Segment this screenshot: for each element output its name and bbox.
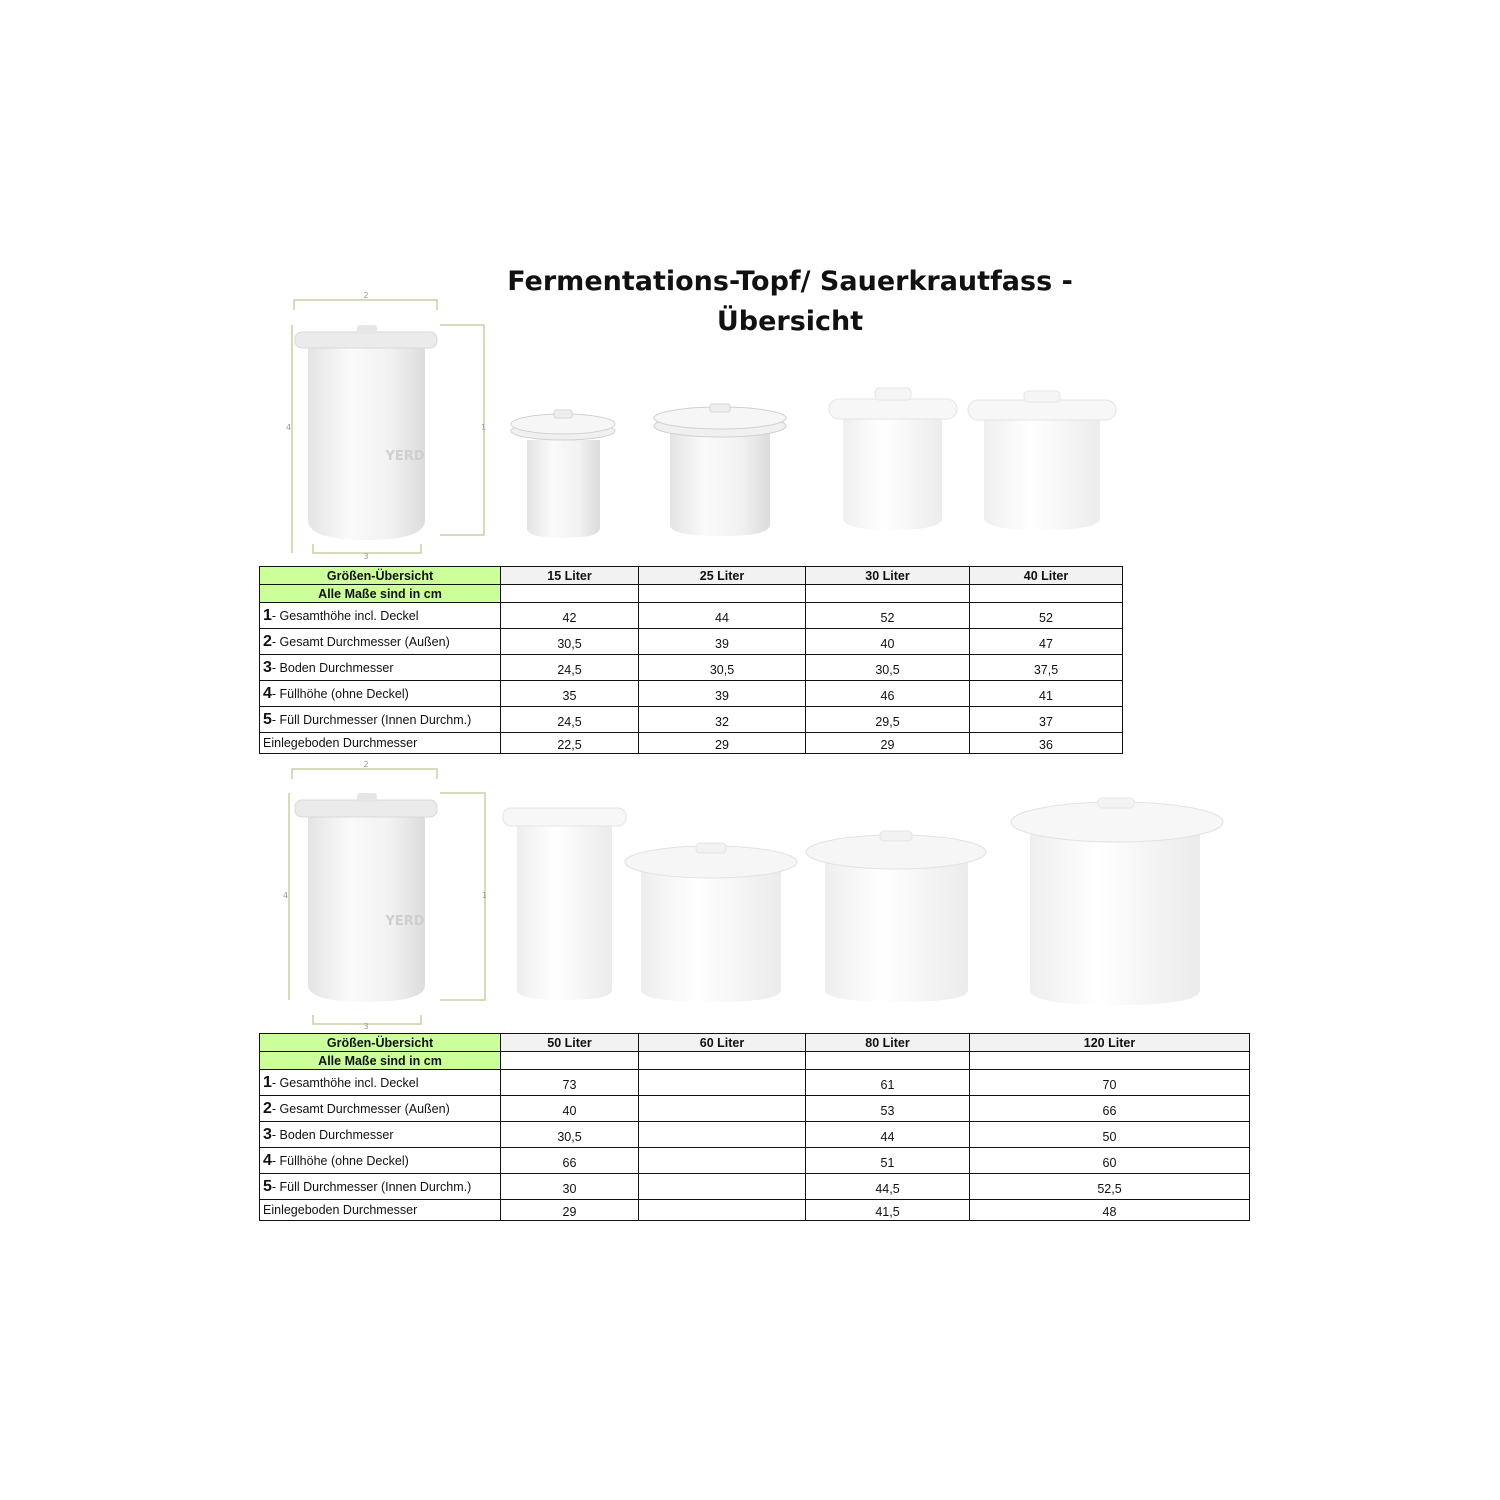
bucket-30-liter (829, 388, 957, 530)
bucket-25-liter (654, 404, 786, 536)
row-label-text: - Füll Durchmesser (Innen Durchm.) (271, 712, 472, 727)
cell-value: 30,5 (639, 655, 806, 681)
row-label-text: - Gesamt Durchmesser (Außen) (271, 634, 450, 649)
row-label (260, 1200, 501, 1221)
row-label (260, 603, 501, 629)
size-table-1 (259, 566, 1123, 754)
table-row (260, 1200, 1250, 1221)
yerd-logo: YERD (385, 914, 425, 929)
column-header: 30 Liter (806, 567, 970, 585)
cell-value: 46 (806, 681, 970, 707)
column-header: 50 Liter (501, 1034, 639, 1052)
cell-value: 29 (639, 733, 806, 754)
row-label-text: - Gesamt Durchmesser (Außen) (271, 1101, 450, 1116)
diagram-label-1: 1 (482, 891, 488, 900)
table-subheader-row (260, 1052, 1250, 1070)
table-subheader-label: Alle Maße sind in cm (260, 585, 501, 603)
cell-value: 32 (639, 707, 806, 733)
bucket-15-liter (511, 410, 615, 538)
row-label (260, 629, 501, 655)
row-label (260, 1122, 501, 1148)
cell-value: 39 (639, 629, 806, 655)
column-header: 120 Liter (970, 1034, 1250, 1052)
cell-value: 37 (970, 707, 1123, 733)
cell-value: 37,5 (970, 655, 1123, 681)
column-header: 80 Liter (806, 1034, 970, 1052)
cell-value: 73 (501, 1070, 639, 1096)
cell-value: 30,5 (501, 629, 639, 655)
cell-value: 52 (806, 603, 970, 629)
cell-value: 39 (639, 681, 806, 707)
row-number: 1 (263, 1073, 272, 1091)
bucket-80-liter (806, 831, 986, 1002)
row-label (260, 1096, 501, 1122)
row-number: 1 (263, 606, 272, 624)
cell-value (639, 1096, 806, 1122)
cell-value: 66 (970, 1096, 1250, 1122)
cell-value: 44 (639, 603, 806, 629)
cell-value: 51 (806, 1148, 970, 1174)
row-label (260, 733, 501, 754)
row-label (260, 1070, 501, 1096)
cell-value: 66 (501, 1148, 639, 1174)
table-row (260, 1148, 1250, 1174)
row-label-text: - Boden Durchmesser (271, 1127, 394, 1142)
dimension-diagram (286, 291, 486, 561)
size-table-2 (259, 1033, 1250, 1221)
cell-value: 42 (501, 603, 639, 629)
cell-value: 60 (970, 1148, 1250, 1174)
cell-value (639, 1122, 806, 1148)
cell-value: 36 (970, 733, 1123, 754)
dimension-diagram (283, 760, 487, 1030)
table-row (260, 655, 1123, 681)
title-line-2: Übersicht (716, 306, 864, 337)
cell-value (639, 1070, 806, 1096)
diagram-label-3: 3 (363, 1022, 369, 1030)
table-row (260, 1070, 1250, 1096)
product-photos-top (0, 290, 1500, 562)
row-label-text: - Gesamthöhe incl. Deckel (271, 1075, 419, 1090)
row-label-text: - Gesamthöhe incl. Deckel (271, 608, 419, 623)
diagram-label-1: 1 (481, 423, 487, 432)
table-header-label: Größen-Übersicht (260, 1034, 501, 1052)
cell-value: 29 (806, 733, 970, 754)
cell-value: 24,5 (501, 707, 639, 733)
cell-value: 40 (501, 1096, 639, 1122)
bucket-50-liter (503, 808, 626, 1000)
row-label-text: - Füllhöhe (ohne Deckel) (271, 1153, 409, 1168)
bucket-120-liter (1011, 798, 1223, 1005)
row-number: 3 (263, 658, 272, 676)
bucket-60-liter (625, 843, 797, 1002)
row-number: 4 (263, 684, 272, 702)
row-label-text: - Füllhöhe (ohne Deckel) (271, 686, 409, 701)
table-body (260, 603, 1123, 754)
cell-value: 29,5 (806, 707, 970, 733)
row-number: 2 (263, 1099, 272, 1117)
cell-value: 50 (970, 1122, 1250, 1148)
cell-value: 41 (970, 681, 1123, 707)
table-row (260, 603, 1123, 629)
cell-value: 52,5 (970, 1174, 1250, 1200)
diagram-label-2: 2 (363, 291, 369, 300)
table-subheader-row (260, 585, 1123, 603)
table-row (260, 707, 1123, 733)
row-label-text: - Boden Durchmesser (271, 660, 394, 675)
diagram-label-4: 4 (283, 891, 289, 900)
bucket-40-liter (968, 391, 1116, 530)
cell-value: 29 (501, 1200, 639, 1221)
table-header-label: Größen-Übersicht (260, 567, 501, 585)
row-label (260, 1148, 501, 1174)
cell-value: 30 (501, 1174, 639, 1200)
cell-value: 44 (806, 1122, 970, 1148)
cell-value (639, 1148, 806, 1174)
cell-value: 70 (970, 1070, 1250, 1096)
cell-value: 40 (806, 629, 970, 655)
column-header: 40 Liter (970, 567, 1123, 585)
cell-value (639, 1174, 806, 1200)
row-number: 3 (263, 1125, 272, 1143)
table-row (260, 629, 1123, 655)
product-photos-bottom (0, 760, 1500, 1030)
cell-value: 24,5 (501, 655, 639, 681)
cell-value: 22,5 (501, 733, 639, 754)
cell-value: 44,5 (806, 1174, 970, 1200)
yerd-logo: YERD (385, 449, 425, 464)
title-line-1: Fermentations-Topf/ Sauerkrautfass - (507, 266, 1073, 297)
cell-value (639, 1200, 806, 1221)
table-row (260, 681, 1123, 707)
row-label (260, 1174, 501, 1200)
row-label-text: Einlegeboden Durchmesser (263, 1203, 418, 1217)
row-label-text: - Füll Durchmesser (Innen Durchm.) (271, 1179, 472, 1194)
table-row (260, 733, 1123, 754)
diagram-label-2: 2 (363, 760, 369, 769)
column-header: 25 Liter (639, 567, 806, 585)
cell-value: 35 (501, 681, 639, 707)
row-number: 5 (263, 1177, 272, 1195)
cell-value: 30,5 (501, 1122, 639, 1148)
table-header-row (260, 1034, 1250, 1052)
cell-value: 61 (806, 1070, 970, 1096)
row-label (260, 707, 501, 733)
row-label (260, 681, 501, 707)
row-label-text: Einlegeboden Durchmesser (263, 736, 418, 750)
diagram-label-3: 3 (363, 552, 369, 561)
column-header: 60 Liter (639, 1034, 806, 1052)
cell-value: 48 (970, 1200, 1250, 1221)
row-number: 2 (263, 632, 272, 650)
cell-value: 52 (970, 603, 1123, 629)
cell-value: 53 (806, 1096, 970, 1122)
table-subheader-label: Alle Maße sind in cm (260, 1052, 501, 1070)
row-label (260, 655, 501, 681)
table-row (260, 1122, 1250, 1148)
diagram-label-4: 4 (286, 423, 292, 432)
cell-value: 30,5 (806, 655, 970, 681)
table-row (260, 1096, 1250, 1122)
table-header-row (260, 567, 1123, 585)
cell-value: 41,5 (806, 1200, 970, 1221)
row-number: 5 (263, 710, 272, 728)
cell-value: 47 (970, 629, 1123, 655)
column-header: 15 Liter (501, 567, 639, 585)
table-row (260, 1174, 1250, 1200)
table-body (260, 1070, 1250, 1221)
row-number: 4 (263, 1151, 272, 1169)
